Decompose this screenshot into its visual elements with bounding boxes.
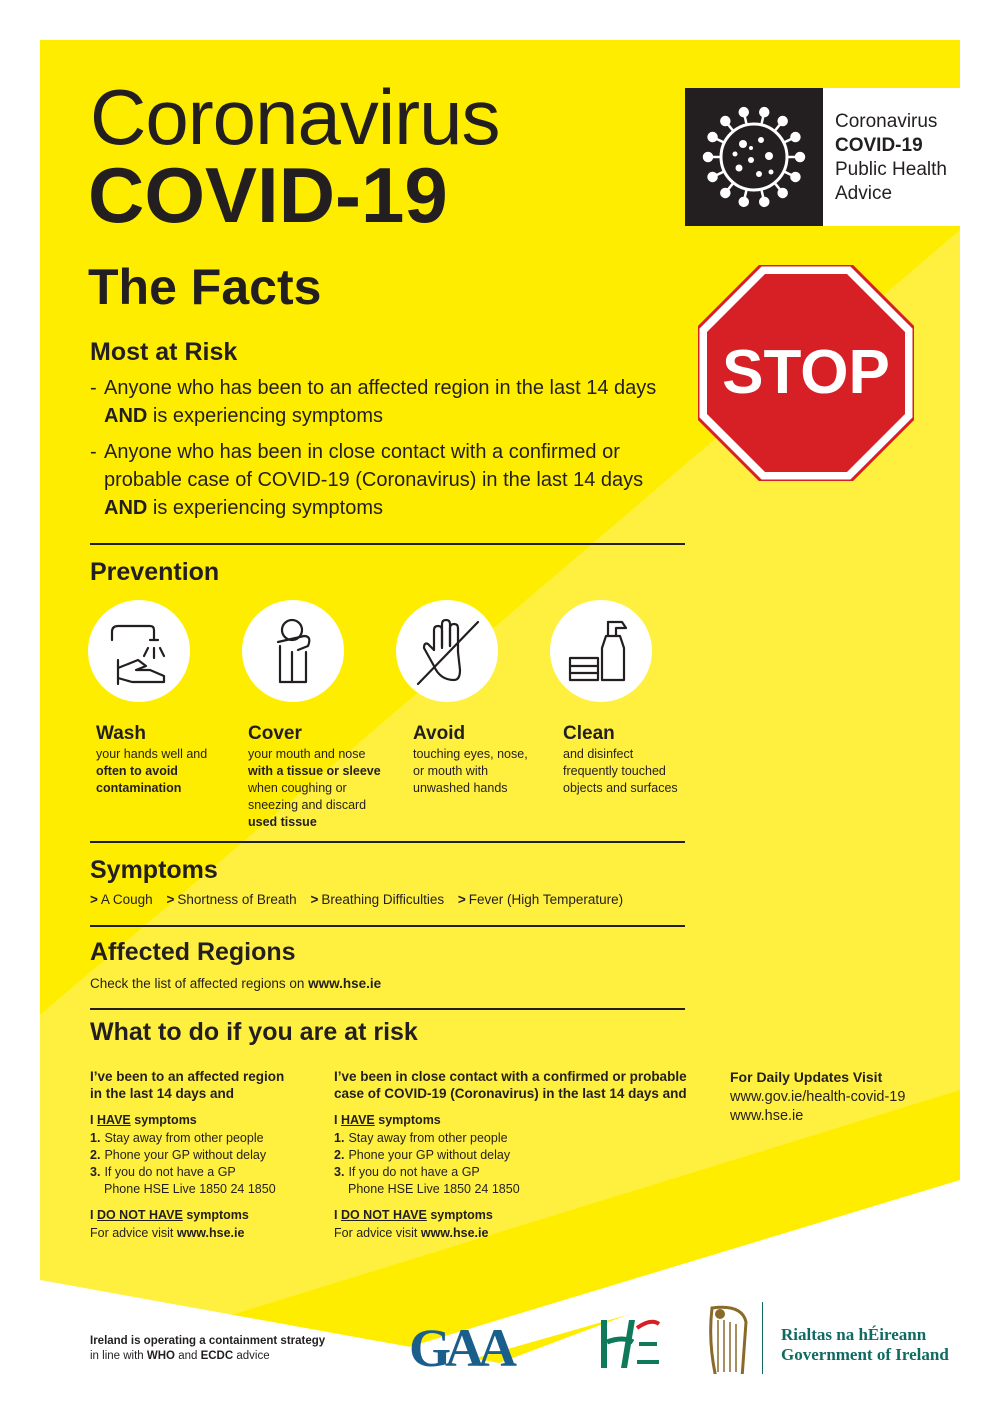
divider	[90, 925, 685, 927]
prevention-cover: Cover your mouth and nose with a tissue or sleeve when coughing or sneezing and discard used tissue	[248, 723, 381, 829]
hse-link[interactable]: www.hse.ie	[730, 1108, 804, 1124]
prevention-clean: Clean and disinfect frequently touched objects and surfaces	[563, 723, 678, 795]
step-item: 3. If you do not have a GP	[90, 1165, 236, 1179]
symptom-item: > Fever (High Temperature)	[457, 892, 624, 907]
prevention-title: Prevention	[90, 558, 220, 586]
hse-link[interactable]: www.hse.ie	[308, 976, 382, 991]
stop-sign-icon	[698, 265, 914, 481]
step-item: 1. Stay away from other people	[334, 1131, 508, 1145]
symptom-item: > A Cough	[90, 892, 153, 907]
affected-regions-title: Affected Regions	[90, 938, 296, 966]
daily-updates: For Daily Updates Visit www.gov.ie/health-covid-19 www.hse.ie	[730, 1069, 906, 1124]
risk-column-close-contact: I’ve been in close contact with a confirmed or probable case of COVID-19 (Coronavirus) in the last 14 days and I HAVE symptoms 1. Stay away from other people 2. Phone your GP without delay 3. If you do not have a GP Phone HSE Live 1850 24 1850 I DO NOT HAVE symptoms For advice visit www.hse.ie	[334, 1068, 694, 1242]
what-to-do-title: What to do if you are at risk	[90, 1018, 418, 1046]
title-covid19: COVID-19	[88, 151, 448, 239]
title-coronavirus: Coronavirus	[90, 73, 500, 161]
hse-logo: HSE	[593, 1312, 665, 1374]
risk-column-affected-region: I’ve been to an affected region in the last 14 days and I HAVE symptoms 1. Stay away from other people 2. Phone your GP without delay 3. If you do not have a GP Phone HSE Live 1850 24 1850 I DO NOT HAVE symptoms For advice visit www.hse.ie	[90, 1068, 300, 1242]
no-touch-icon	[396, 600, 498, 702]
badge-line-1: Coronavirus	[835, 111, 938, 132]
most-at-risk-title: Most at Risk	[90, 338, 238, 366]
divider	[90, 1008, 685, 1010]
divider	[90, 543, 685, 545]
step-item: 1. Stay away from other people	[90, 1131, 264, 1145]
cough-cover-icon	[242, 600, 344, 702]
prevention-avoid: Avoid touching eyes, nose, or mouth with unwashed hands	[413, 723, 528, 795]
hse-link[interactable]: www.hse.ie	[176, 1226, 245, 1240]
badge-line-2: COVID-19	[835, 135, 923, 156]
stop-sign-text: STOP	[722, 338, 890, 407]
symptom-item: > Shortness of Breath	[166, 892, 297, 907]
gov-health-link[interactable]: www.gov.ie/health-covid-19	[730, 1089, 906, 1105]
virus-icon	[685, 88, 823, 226]
prevention-wash: Wash your hands well and often to avoid contamination	[96, 723, 208, 795]
step-item: 2. Phone your GP without delay	[334, 1148, 511, 1162]
badge-line-4: Advice	[835, 183, 893, 204]
badge-line-3: Public Health	[835, 159, 947, 180]
hand-wash-icon	[88, 600, 190, 702]
gaa-logo	[385, 1316, 535, 1374]
hse-link[interactable]: www.hse.ie	[420, 1226, 489, 1240]
public-health-badge	[685, 88, 960, 226]
svg-text:GAA: GAA	[409, 1318, 511, 1376]
government-of-ireland-logo: Rialtas na hÉireann Government of Ireland	[781, 1325, 949, 1364]
risk-item: - Anyone who has been in close contact with a confirmed or probable case of COVID-19 (Coronavirus) in the last 14 days AND is experiencing symptoms	[90, 441, 644, 519]
affected-regions-text: Check the list of affected regions on www.hse.ie	[90, 976, 382, 991]
harp-crest-icon	[702, 1302, 752, 1374]
symptom-item: > Breathing Difficulties	[310, 892, 445, 907]
divider	[90, 841, 685, 843]
badge-text	[835, 110, 947, 206]
spray-clean-icon	[550, 600, 652, 702]
poster	[40, 40, 960, 1377]
symptoms-title: Symptoms	[90, 856, 218, 884]
containment-note: Ireland is operating a containment strategy in line with WHO and ECDC advice	[90, 1335, 326, 1362]
step-item: 3. If you do not have a GP	[334, 1165, 480, 1179]
gov-divider	[762, 1302, 763, 1374]
step-item: 2. Phone your GP without delay	[90, 1148, 267, 1162]
subtitle-the-facts: The Facts	[88, 259, 322, 315]
badge-icon-panel	[685, 88, 823, 226]
symptoms-list	[90, 891, 633, 909]
most-at-risk-list	[90, 374, 690, 530]
risk-item: - Anyone who has been to an affected region in the last 14 days AND is experiencing symptoms	[90, 377, 657, 427]
